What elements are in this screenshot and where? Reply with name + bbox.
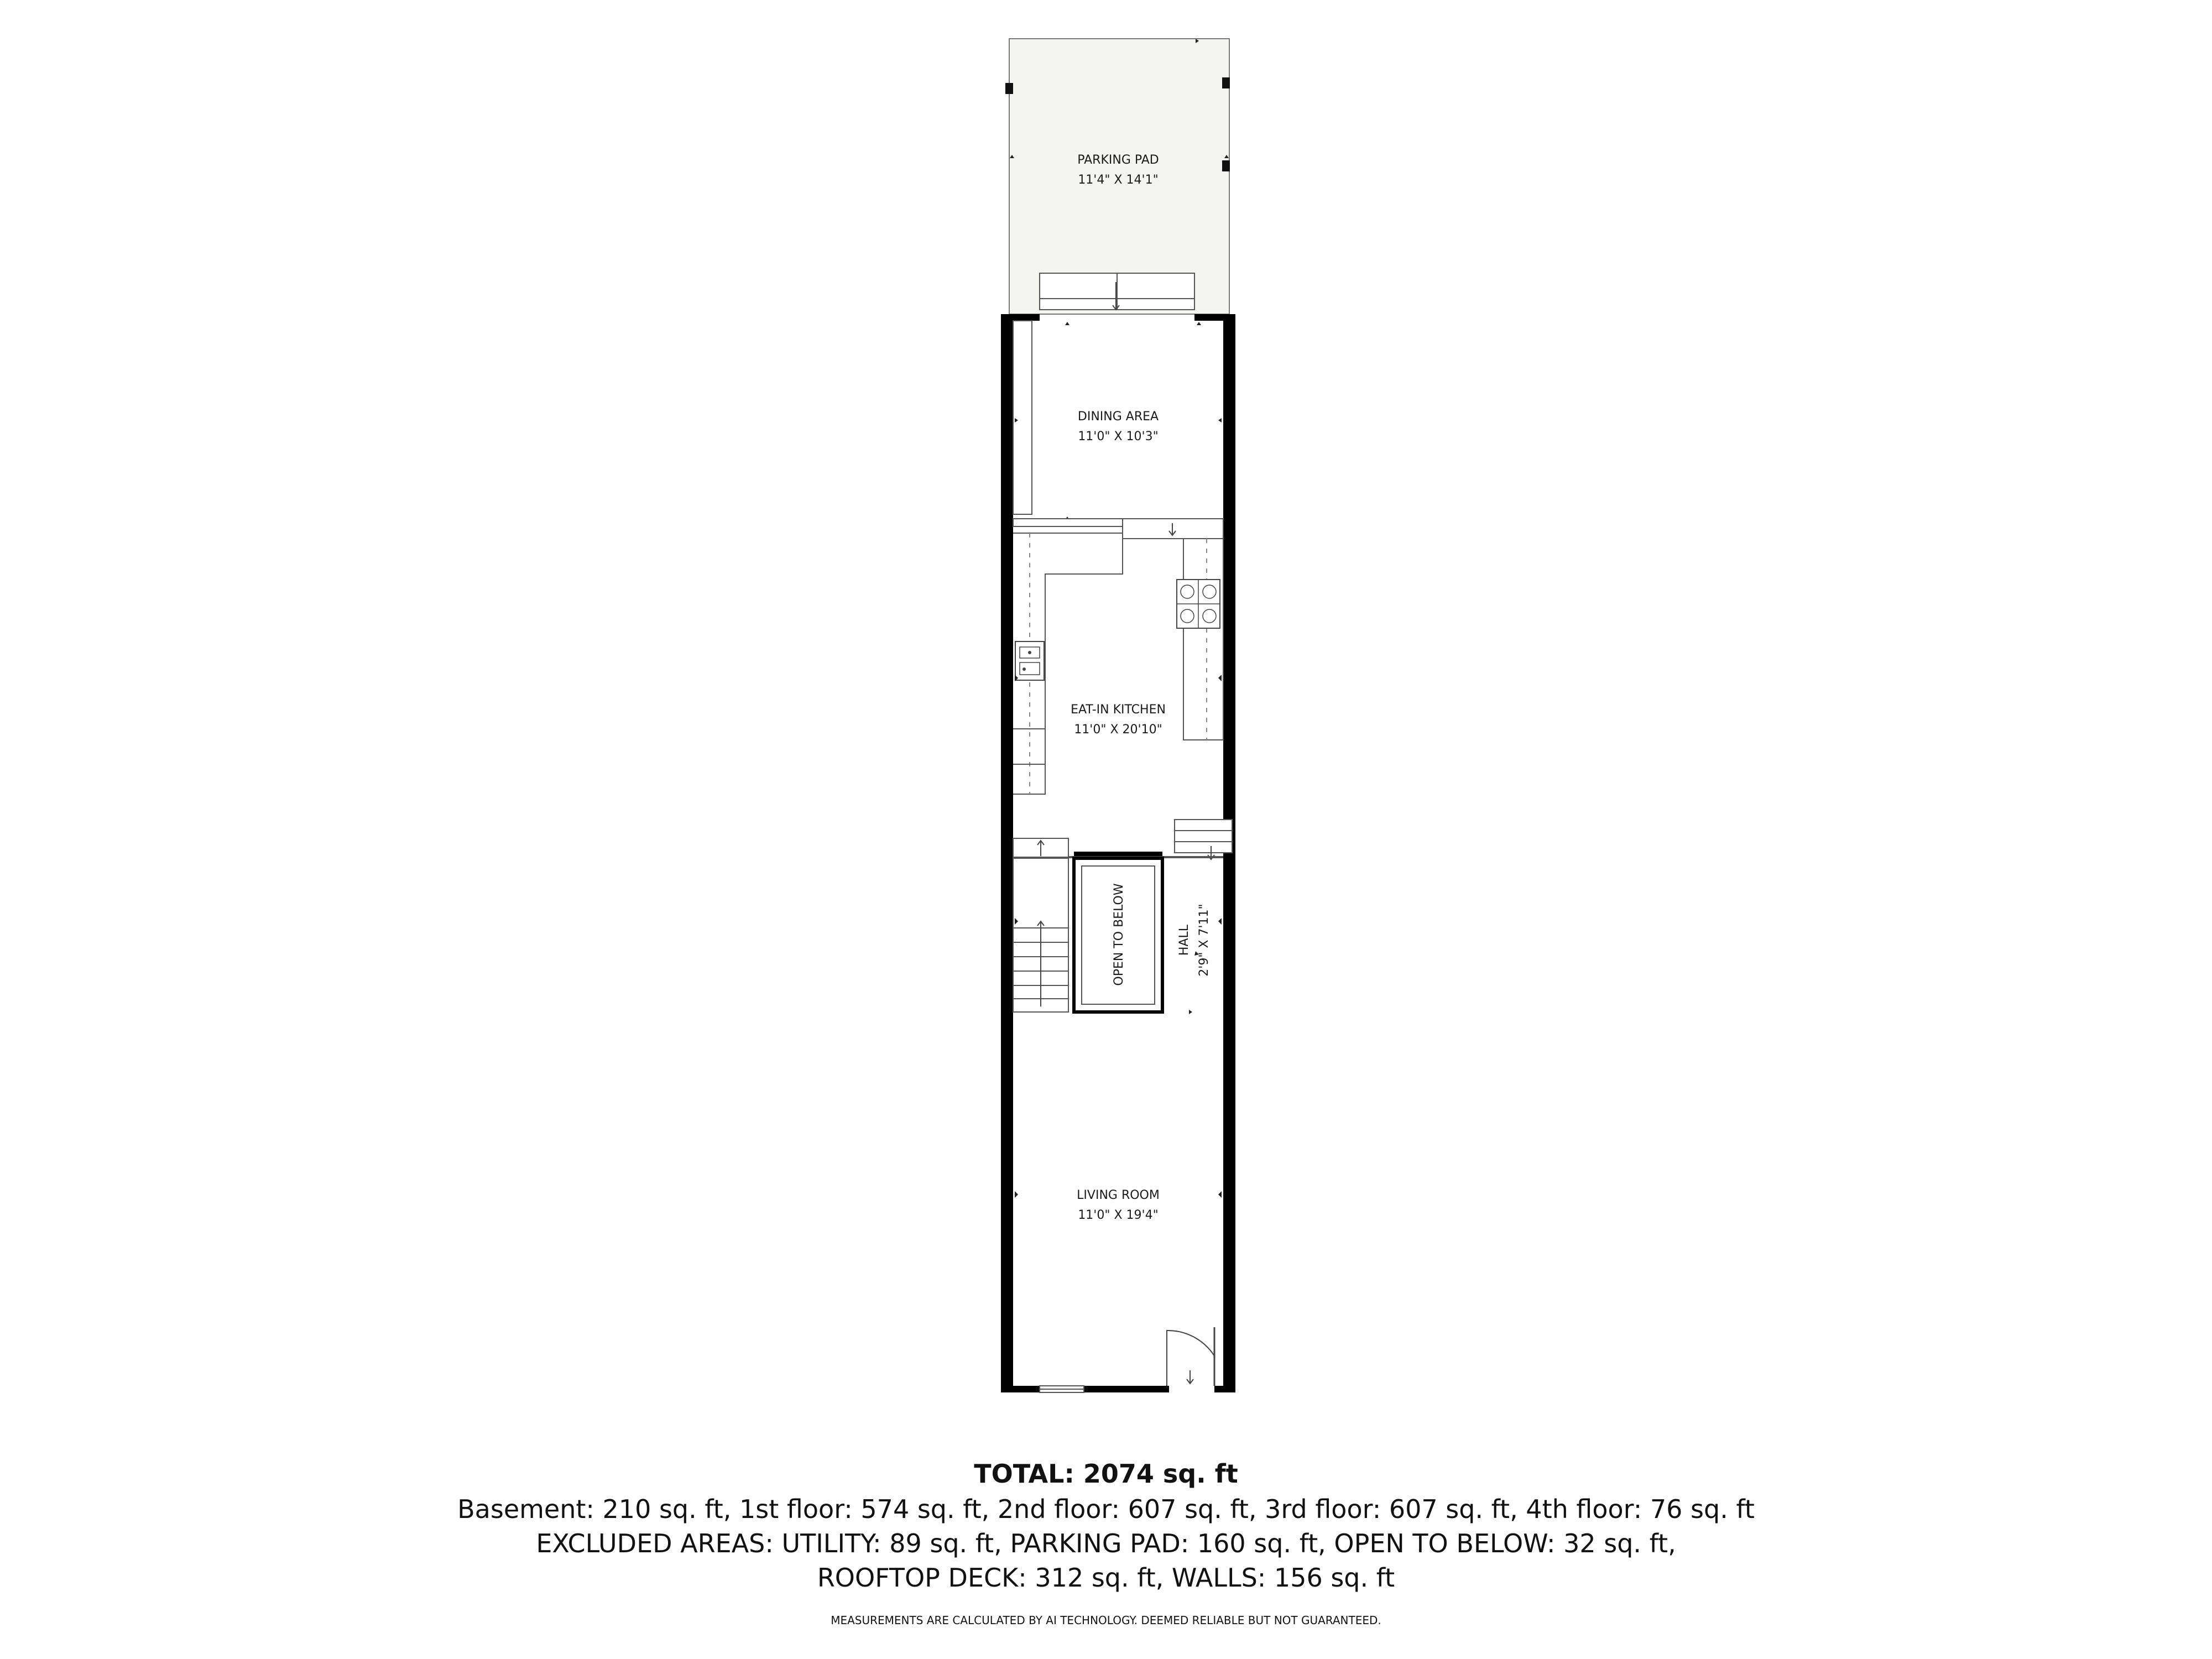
kitchen-partition	[1013, 519, 1223, 539]
disclaimer: MEASUREMENTS ARE CALCULATED BY AI TECHNOLOGY. DEEMED RELIABLE BUT NOT GUARANTEED.	[831, 1614, 1381, 1627]
living-room-label: LIVING ROOM	[1077, 1188, 1160, 1202]
stove-icon	[1177, 580, 1220, 628]
staircase	[1013, 838, 1068, 1012]
hall-label: HALL	[1177, 924, 1191, 956]
parking-pad-label: PARKING PAD	[1077, 153, 1159, 167]
sink-icon	[1015, 641, 1044, 680]
kitchen-markers	[1015, 675, 1222, 681]
dining-area-dims: 11'0" X 10'3"	[1078, 430, 1159, 444]
dining-area-label: DINING AREA	[1077, 410, 1159, 424]
kitchen-dims: 11'0" X 20'10"	[1074, 723, 1162, 737]
floor-breakdown: Basement: 210 sq. ft, 1st floor: 574 sq. ft, 2nd floor: 607 sq. ft, 3rd floor: 607 sq. ft, 4th floor: 76 sq. ft	[457, 1494, 1755, 1524]
kitchen-label: EAT-IN KITCHEN	[1071, 703, 1166, 717]
excluded-areas-cont: ROOFTOP DECK: 312 sq. ft, WALLS: 156 sq. ft	[817, 1563, 1395, 1593]
living-room-dims: 11'0" X 19'4"	[1078, 1208, 1159, 1222]
open-to-below-label: OPEN TO BELOW	[1112, 883, 1126, 986]
parking-pad-dims: 11'4" X 14'1"	[1078, 173, 1159, 187]
excluded-areas: EXCLUDED AREAS: UTILITY: 89 sq. ft, PARKING PAD: 160 sq. ft, OPEN TO BELOW: 32 sq. ft,	[536, 1528, 1676, 1558]
hall-dims: 2'9" X 7'11"	[1197, 904, 1211, 977]
total-area: TOTAL: 2074 sq. ft	[974, 1459, 1238, 1489]
